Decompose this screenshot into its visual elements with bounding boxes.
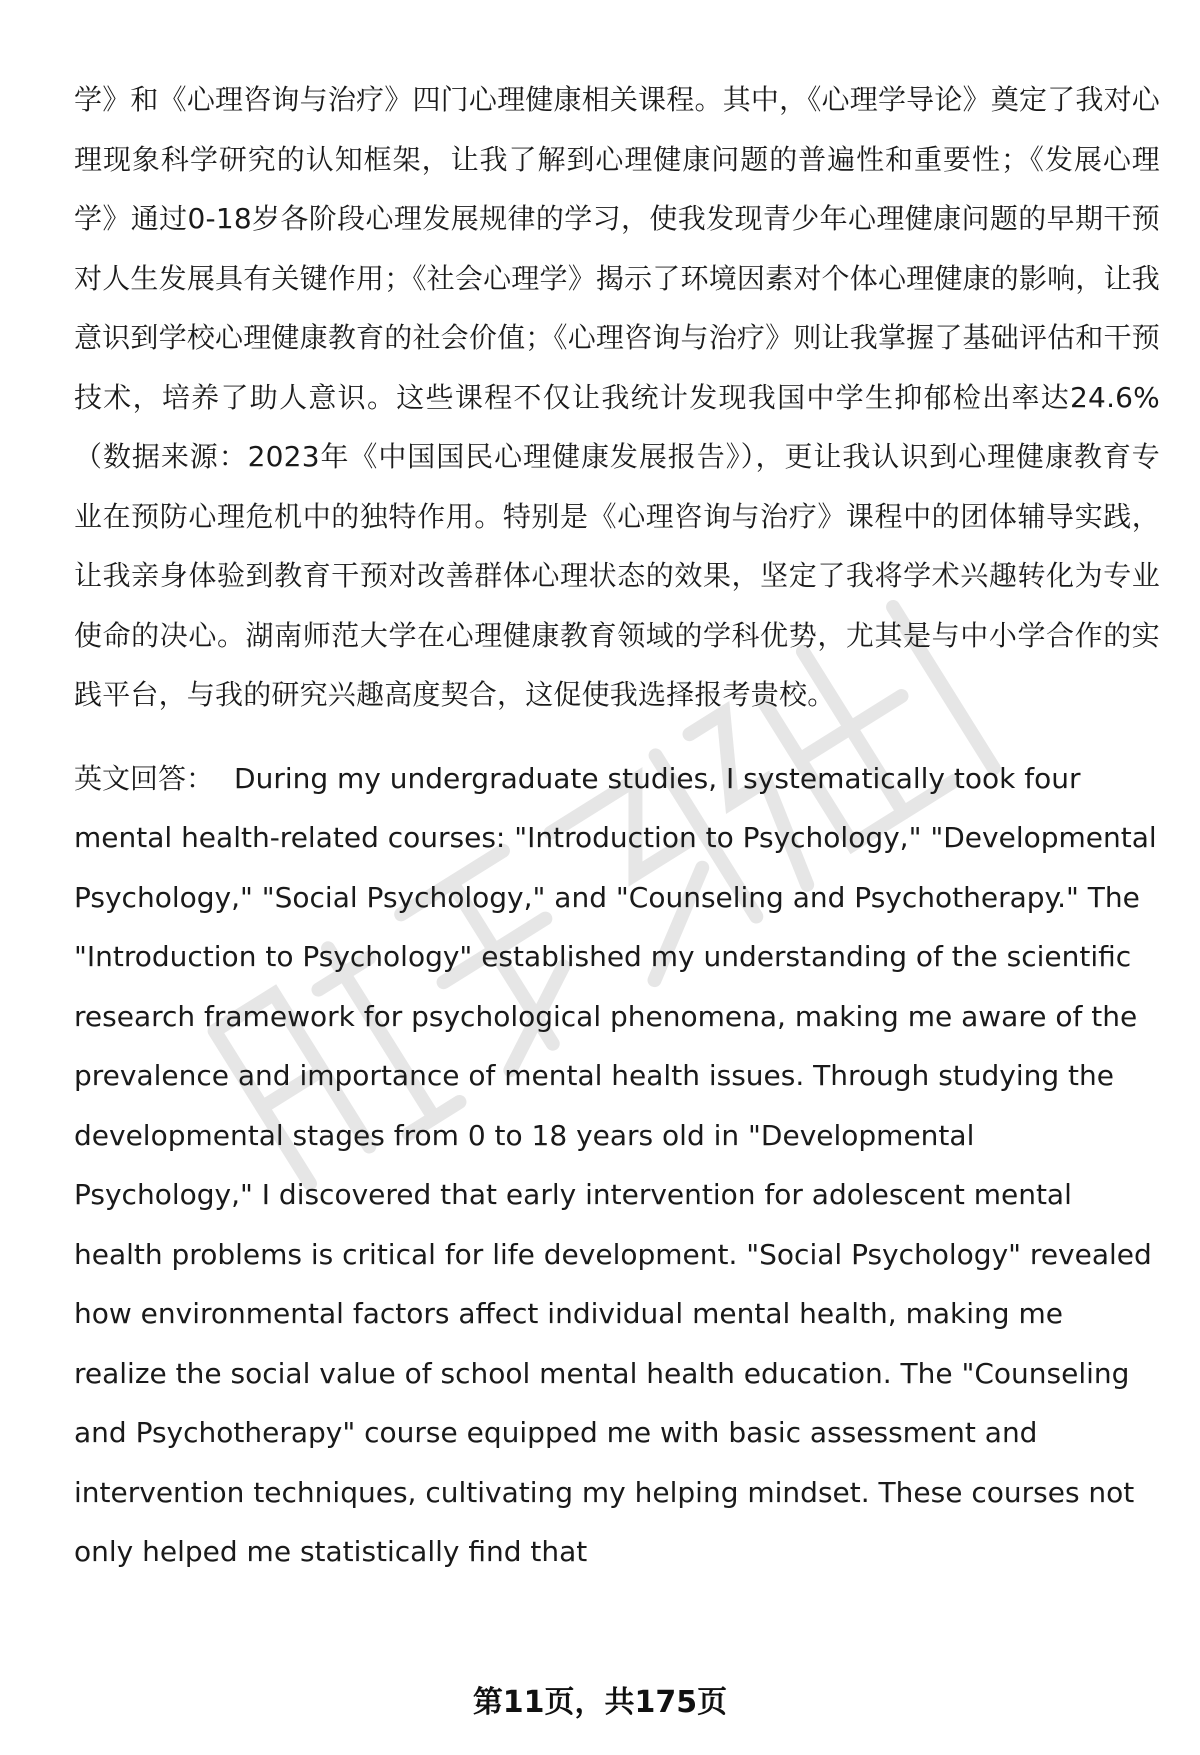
english-answer-text: During my undergraduate studies, I systematically took four mental health-related courses: "Introduction to Psychology," "Developmental Psychology," "Social Psychology," and "Counseling and Psychotherapy." The "Introduction to Psychology" established my understanding of the scientific research framework for psychological phenomena, making me aware of the prevalence and importance of mental health issues. Through studying the developmental stages from 0 to 18 years old in "Developmental Psychology," I discovered that early intervention for adolescent mental health problems is critical for life development. "Social Psychology" revealed how environmental factors affect individual mental health, making me realize the social value of school mental health education. The "Counseling and Psychotherapy" course equipped me with basic assessment and intervention techniques, cultivating my helping mindset. These courses not only helped me statistically find that xyxy=(74,761,1157,1568)
chinese-answer-paragraph: 学》和《心理咨询与治疗》四门心理健康相关课程。其中，《心理学导论》奠定了我对心理现象科学研究的认知框架，让我了解到心理健康问题的普遍性和重要性；《发展心理学》通过0-18岁各阶段心理发展规律的学习，使我发现青少年心理健康问题的早期干预对人生发展具有关键作用；《社会心理学》揭示了环境因素对个体心理健康的影响，让我意识到学校心理健康教育的社会价值；《心理咨询与治疗》则让我掌握了基础评估和干预技术，培养了助人意识。这些课程不仅让我统计发现我国中学生抑郁检出率达24.6%（数据来源：2023年《中国国民心理健康发展报告》），更让我认识到心理健康教育专业在预防心理危机中的独特作用。特别是《心理咨询与治疗》课程中的团体辅导实践，让我亲身体验到教育干预对改善群体心理状态的效果，坚定了我将学术兴趣转化为专业使命的决心。湖南师范大学在心理健康教育领域的学科优势，尤其是与中小学合作的实践平台，与我的研究兴趣高度契合，这促使我选择报考贵校。 xyxy=(74,83,1160,711)
english-answer-paragraph xyxy=(74,749,1160,1582)
document-content xyxy=(74,70,1160,1582)
english-answer-label: 英文回答： xyxy=(74,761,215,795)
page-number: 第11页，共175页 xyxy=(472,1685,728,1720)
